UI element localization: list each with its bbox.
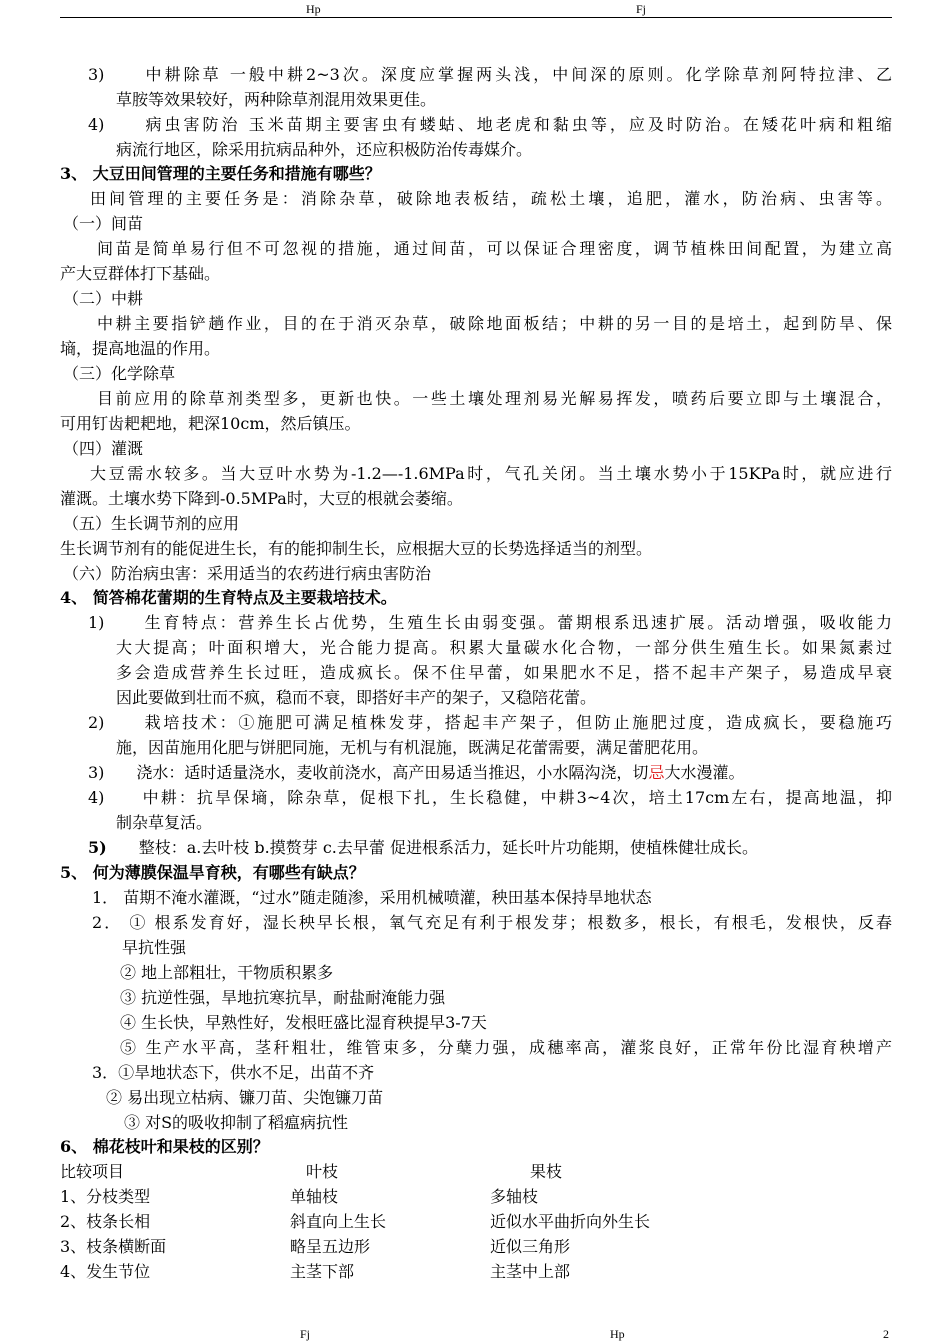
subsection-heading: （三）化学除草 bbox=[63, 364, 176, 383]
text-line: 灌溉。土壤水势下降到-0.5MPa时，大豆的根就会萎缩。 bbox=[60, 489, 463, 508]
page-number: 2 bbox=[883, 1327, 889, 1341]
subsection-heading: （一）间苗 bbox=[63, 214, 144, 233]
table-cell: 主茎下部 bbox=[290, 1262, 355, 1281]
text-line: 4) 中耕：抗旱保墒，除杂草，促根下扎，生长稳健，中耕3~4次，培土17cm左右，提高地温，抑 bbox=[88, 788, 892, 807]
subsection-heading: （四）灌溉 bbox=[63, 439, 144, 458]
text-line: 因此要做到壮而不疯，稳而不衰，即搭好丰产的架子，又稳陪花蕾。 bbox=[116, 688, 597, 707]
table-cell: 多轴枝 bbox=[490, 1187, 539, 1206]
text-line: ③ 抗逆性强，旱地抗寒抗旱，耐盐耐淹能力强 bbox=[120, 988, 446, 1007]
header-right: Fj bbox=[636, 2, 647, 16]
text-line: 2． ① 根系发育好，湿长秧早长根，氧气充足有利于根发芽；根数多，根长，有根毛，发根快，反春 bbox=[92, 913, 892, 932]
text-line: 1． 苗期不淹水灌溉，“过水”随走随渗，采用机械喷灌，秧田基本保持旱地状态 bbox=[92, 888, 652, 907]
section-heading: 6、 棉花枝叶和果枝的区别？ bbox=[60, 1137, 269, 1156]
section-heading: 4、 简答棉花蕾期的生育特点及主要栽培技术。 bbox=[60, 588, 397, 607]
header-divider bbox=[60, 17, 892, 18]
table-header-cell: 果枝 bbox=[530, 1162, 563, 1181]
footer-left: Fj bbox=[300, 1327, 311, 1341]
table-cell: 近似水平曲折向外生长 bbox=[490, 1212, 651, 1231]
table-cell: 近似三角形 bbox=[490, 1237, 571, 1256]
table-cell: 略呈五边形 bbox=[290, 1237, 371, 1256]
subsection-heading: （五）生长调节剂的应用 bbox=[63, 514, 240, 533]
text-line: ⑤ 生产水平高，茎秆粗壮，维管束多，分蘖力强，成穗率高，灌浆良好，正常年份比湿育秧增产 bbox=[120, 1038, 892, 1057]
table-cell: 主茎中上部 bbox=[490, 1262, 571, 1281]
text-line: 多会造成营养生长过旺，造成疯长。保不住早蕾，如果肥水不足，搭不起丰产架子，易造成早衰 bbox=[116, 663, 892, 682]
table-cell: 4、发生节位 bbox=[60, 1262, 151, 1281]
footer-center: Hp bbox=[610, 1327, 625, 1341]
text-line: 3．①旱地状态下，供水不足，出苗不齐 bbox=[92, 1063, 375, 1082]
text-line: 4) 病虫害防治 玉米苗期主要害虫有蝼蛄、地老虎和黏虫等，应及时防治。在矮花叶病和粗缩 bbox=[88, 115, 892, 134]
text-line: ④ 生长快，早熟性好，发根旺盛比湿育秧提早3-7天 bbox=[120, 1013, 487, 1032]
text-line: 2) 栽培技术：①施肥可满足植株发芽，搭起丰产架子，但防止施肥过度，造成疯长，要稳施巧 bbox=[88, 713, 892, 732]
table-cell: 斜直向上生长 bbox=[290, 1212, 387, 1231]
text-line: ② 易出现立枯病、镰刀苗、尖饱镰刀苗 bbox=[106, 1088, 384, 1107]
table-cell: 2、枝条长相 bbox=[60, 1212, 151, 1231]
text-line: 产大豆群体打下基础。 bbox=[60, 264, 221, 283]
subsection-heading: （二）中耕 bbox=[63, 289, 144, 308]
subsection-heading: （六）防治病虫害：采用适当的农药进行病虫害防治 bbox=[63, 564, 432, 583]
section-heading: 5、 何为薄膜保温旱育秧，有哪些有缺点？ bbox=[60, 863, 365, 882]
section-heading: 3、 大豆田间管理的主要任务和措施有哪些？ bbox=[60, 164, 381, 183]
text-line: 可用钉齿耙耙地，耙深10cm，然后镇压。 bbox=[60, 414, 361, 433]
text-line: 病流行地区，除采用抗病品种外，还应积极防治传毒媒介。 bbox=[116, 140, 533, 159]
table-cell: 单轴枝 bbox=[290, 1187, 339, 1206]
text-line: 5) 整枝：a.去叶枝 b.摸赘芽 c.去早蕾 促进根系活力，延长叶片功能期，使植株健壮成长。 bbox=[88, 838, 758, 857]
table-header-cell: 比较项目 bbox=[60, 1162, 125, 1181]
highlighted-char: 忌 bbox=[648, 763, 665, 782]
table-cell: 3、枝条横断面 bbox=[60, 1237, 167, 1256]
text-line: 大大提高；叶面积增大，光合能力提高。积累大量碳水化合物，一部分供生殖生长。如果氮素过 bbox=[116, 638, 892, 657]
text-line: 1) 生育特点：营养生长占优势，生殖生长由弱变强。蕾期根系迅速扩展。活动增强，吸收能力 bbox=[88, 613, 892, 632]
text-line: 制杂草复活。 bbox=[116, 813, 213, 832]
text-line: 间苗是简单易行但不可忽视的措施，通过间苗，可以保证合理密度，调节植株田间配置，为建立高 bbox=[97, 239, 892, 258]
text-line: 早抗性强 bbox=[122, 938, 187, 957]
text-line: 目前应用的除草剂类型多，更新也快。一些土壤处理剂易光解易挥发，喷药后要立即与土壤混合， bbox=[97, 389, 892, 408]
text-line: 草胺等效果较好，两种除草剂混用效果更佳。 bbox=[116, 90, 437, 109]
text-line: ③ 对S的吸收抑制了稻瘟病抗性 bbox=[124, 1113, 349, 1132]
text-line: 田间管理的主要任务是：消除杂草，破除地表板结，疏松土壤，追肥，灌水，防治病、虫害等。 bbox=[90, 189, 892, 208]
table-header-cell: 叶枝 bbox=[306, 1162, 339, 1181]
text-line: 墒，提高地温的作用。 bbox=[60, 339, 221, 358]
text-line: 施，因苗施用化肥与饼肥同施，无机与有机混施，既满足花蕾需要，满足蕾肥花用。 bbox=[116, 738, 709, 757]
text-line: 3) 中耕除草 一般中耕2~3次。深度应掌握两头浅，中间深的原则。化学除草剂阿特拉津、乙 bbox=[88, 65, 892, 84]
text-line: 生长调节剂有的能促进生长，有的能抑制生长，应根据大豆的长势选择适当的剂型。 bbox=[60, 539, 653, 558]
header-left: Hp bbox=[306, 2, 321, 16]
text-line: 中耕主要指铲趟作业，目的在于消灭杂草，破除地面板结；中耕的另一目的是培土，起到防旱、保 bbox=[97, 314, 892, 333]
text-line: ② 地上部粗壮，干物质积累多 bbox=[120, 963, 334, 982]
text-line: 大豆需水较多。当大豆叶水势为-1.2—-1.6MPa时，气孔关闭。当土壤水势小于15KPa时，就应进行 bbox=[90, 464, 892, 483]
text-line: 3) 浇水：适时适量浇水，麦收前浇水，高产田易适当推迟，小水隔沟浇，切忌大水漫灌。 bbox=[88, 763, 745, 782]
table-cell: 1、分枝类型 bbox=[60, 1187, 151, 1206]
